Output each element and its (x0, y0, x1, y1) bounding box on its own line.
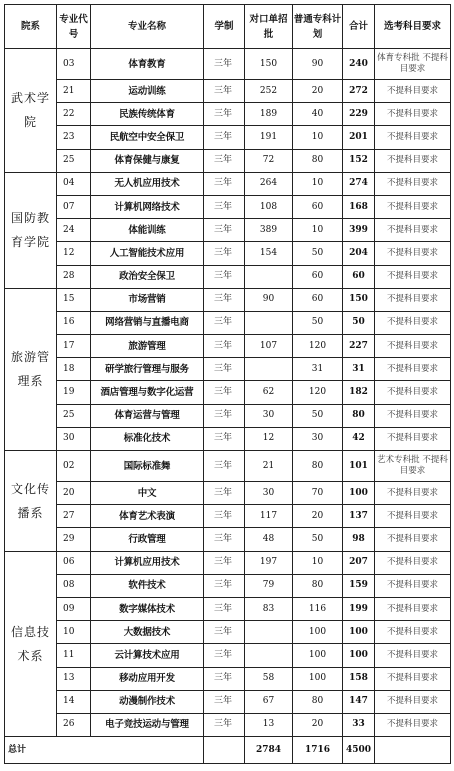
subject-requirement: 不提科目要求 (375, 713, 451, 736)
study-years: 三年 (204, 505, 245, 528)
total-count: 182 (343, 381, 375, 404)
study-years: 三年 (204, 288, 245, 311)
study-years: 三年 (204, 242, 245, 265)
header-general: 普通专科计划 (293, 5, 343, 49)
subject-requirement: 不提科目要求 (375, 597, 451, 620)
subject-requirement: 不提科目要求 (375, 358, 451, 381)
total-count: 204 (343, 242, 375, 265)
total-count: 229 (343, 103, 375, 126)
total-count: 159 (343, 574, 375, 597)
header-single: 对口单招批 (245, 5, 293, 49)
header-total: 合计 (343, 5, 375, 49)
major-name: 研学旅行管理与服务 (91, 358, 204, 381)
total-count: 50 (343, 311, 375, 334)
table-row (5, 574, 451, 597)
single-enrollment-count (245, 358, 293, 381)
major-name: 数字媒体技术 (91, 597, 204, 620)
table-row (5, 103, 451, 126)
single-enrollment-count: 30 (245, 482, 293, 505)
single-enrollment-count (245, 311, 293, 334)
single-enrollment-count: 108 (245, 195, 293, 218)
major-code: 14 (57, 690, 91, 713)
summary-single-total: 2784 (245, 737, 293, 764)
subject-requirement: 不提科目要求 (375, 621, 451, 644)
subject-requirement: 不提科目要求 (375, 195, 451, 218)
general-plan-count: 10 (293, 219, 343, 242)
table-row (5, 505, 451, 528)
study-years: 三年 (204, 528, 245, 551)
subject-requirement: 体育专科批 不提科目要求 (375, 49, 451, 80)
summary-empty-requirement (375, 737, 451, 764)
general-plan-count: 50 (293, 242, 343, 265)
study-years: 三年 (204, 311, 245, 334)
study-years: 三年 (204, 404, 245, 427)
major-name: 民族传统体育 (91, 103, 204, 126)
summary-label: 总计 (5, 737, 204, 764)
subject-requirement: 不提科目要求 (375, 505, 451, 528)
subject-requirement: 不提科目要求 (375, 381, 451, 404)
single-enrollment-count: 48 (245, 528, 293, 551)
major-code: 25 (57, 404, 91, 427)
study-years: 三年 (204, 126, 245, 149)
single-enrollment-count: 189 (245, 103, 293, 126)
study-years: 三年 (204, 265, 245, 288)
general-plan-count: 60 (293, 288, 343, 311)
table-row (5, 690, 451, 713)
major-code: 09 (57, 597, 91, 620)
general-plan-count: 50 (293, 404, 343, 427)
subject-requirement: 不提科目要求 (375, 528, 451, 551)
major-code: 21 (57, 80, 91, 103)
major-name: 市场营销 (91, 288, 204, 311)
single-enrollment-count: 62 (245, 381, 293, 404)
general-plan-count: 80 (293, 149, 343, 172)
major-code: 03 (57, 49, 91, 80)
major-name: 行政管理 (91, 528, 204, 551)
summary-row (5, 737, 451, 764)
subject-requirement: 不提科目要求 (375, 242, 451, 265)
single-enrollment-count: 264 (245, 172, 293, 195)
single-enrollment-count: 252 (245, 80, 293, 103)
total-count: 137 (343, 505, 375, 528)
total-count: 272 (343, 80, 375, 103)
total-count: 101 (343, 451, 375, 482)
subject-requirement: 不提科目要求 (375, 482, 451, 505)
total-count: 158 (343, 667, 375, 690)
major-code: 26 (57, 713, 91, 736)
major-code: 18 (57, 358, 91, 381)
table-row (5, 149, 451, 172)
single-enrollment-count: 67 (245, 690, 293, 713)
table-row (5, 713, 451, 736)
single-enrollment-count: 30 (245, 404, 293, 427)
single-enrollment-count: 90 (245, 288, 293, 311)
header-code: 专业代号 (57, 5, 91, 49)
major-name: 酒店管理与数字化运营 (91, 381, 204, 404)
table-row (5, 49, 451, 80)
major-name: 软件技术 (91, 574, 204, 597)
study-years: 三年 (204, 690, 245, 713)
general-plan-count: 10 (293, 551, 343, 574)
subject-requirement: 不提科目要求 (375, 311, 451, 334)
general-plan-count: 100 (293, 644, 343, 667)
table-row (5, 358, 451, 381)
total-count: 33 (343, 713, 375, 736)
study-years: 三年 (204, 644, 245, 667)
subject-requirement: 不提科目要求 (375, 80, 451, 103)
single-enrollment-count: 79 (245, 574, 293, 597)
major-code: 17 (57, 335, 91, 358)
general-plan-count: 20 (293, 80, 343, 103)
study-years: 三年 (204, 621, 245, 644)
total-count: 98 (343, 528, 375, 551)
table-row (5, 381, 451, 404)
table-row (5, 172, 451, 195)
major-code: 02 (57, 451, 91, 482)
major-name: 动漫制作技术 (91, 690, 204, 713)
study-years: 三年 (204, 574, 245, 597)
major-code: 29 (57, 528, 91, 551)
general-plan-count: 100 (293, 667, 343, 690)
total-count: 201 (343, 126, 375, 149)
single-enrollment-count: 150 (245, 49, 293, 80)
major-code: 27 (57, 505, 91, 528)
table-row (5, 219, 451, 242)
major-code: 15 (57, 288, 91, 311)
subject-requirement: 不提科目要求 (375, 172, 451, 195)
table-row (5, 288, 451, 311)
summary-empty-years (204, 737, 245, 764)
study-years: 三年 (204, 451, 245, 482)
major-name: 云计算技术应用 (91, 644, 204, 667)
subject-requirement: 不提科目要求 (375, 667, 451, 690)
study-years: 三年 (204, 149, 245, 172)
department-name: 武术学院 (5, 49, 57, 173)
major-name: 政治安全保卫 (91, 265, 204, 288)
study-years: 三年 (204, 427, 245, 450)
major-code: 24 (57, 219, 91, 242)
major-code: 06 (57, 551, 91, 574)
major-code: 30 (57, 427, 91, 450)
table-row (5, 667, 451, 690)
major-name: 移动应用开发 (91, 667, 204, 690)
general-plan-count: 50 (293, 311, 343, 334)
study-years: 三年 (204, 219, 245, 242)
major-name: 体能训练 (91, 219, 204, 242)
total-count: 399 (343, 219, 375, 242)
single-enrollment-count: 389 (245, 219, 293, 242)
department-name: 信息技术系 (5, 551, 57, 737)
subject-requirement: 不提科目要求 (375, 288, 451, 311)
study-years: 三年 (204, 482, 245, 505)
table-row (5, 265, 451, 288)
general-plan-count: 20 (293, 713, 343, 736)
major-name: 计算机应用技术 (91, 551, 204, 574)
subject-requirement: 不提科目要求 (375, 427, 451, 450)
study-years: 三年 (204, 103, 245, 126)
single-enrollment-count (245, 621, 293, 644)
major-code: 22 (57, 103, 91, 126)
total-count: 100 (343, 621, 375, 644)
total-count: 80 (343, 404, 375, 427)
major-code: 12 (57, 242, 91, 265)
total-count: 42 (343, 427, 375, 450)
study-years: 三年 (204, 195, 245, 218)
study-years: 三年 (204, 381, 245, 404)
major-code: 10 (57, 621, 91, 644)
general-plan-count: 70 (293, 482, 343, 505)
general-plan-count: 50 (293, 528, 343, 551)
single-enrollment-count (245, 265, 293, 288)
major-name: 标准化技术 (91, 427, 204, 450)
major-name: 体育教育 (91, 49, 204, 80)
subject-requirement: 不提科目要求 (375, 126, 451, 149)
subject-requirement: 不提科目要求 (375, 690, 451, 713)
enrollment-plan-table (4, 4, 451, 764)
major-code: 20 (57, 482, 91, 505)
study-years: 三年 (204, 80, 245, 103)
major-name: 旅游管理 (91, 335, 204, 358)
major-code: 11 (57, 644, 91, 667)
subject-requirement: 不提科目要求 (375, 265, 451, 288)
table-row (5, 195, 451, 218)
table-row (5, 451, 451, 482)
study-years: 三年 (204, 172, 245, 195)
major-code: 25 (57, 149, 91, 172)
table-row (5, 597, 451, 620)
general-plan-count: 60 (293, 195, 343, 218)
total-count: 100 (343, 644, 375, 667)
total-count: 60 (343, 265, 375, 288)
total-count: 227 (343, 335, 375, 358)
enrollment-plan-sheet (4, 4, 450, 764)
summary-grand-total: 4500 (343, 737, 375, 764)
header-dept: 院系 (5, 5, 57, 49)
major-code: 19 (57, 381, 91, 404)
study-years: 三年 (204, 358, 245, 381)
study-years: 三年 (204, 713, 245, 736)
table-row (5, 80, 451, 103)
total-count: 147 (343, 690, 375, 713)
total-count: 240 (343, 49, 375, 80)
study-years: 三年 (204, 597, 245, 620)
subject-requirement: 不提科目要求 (375, 551, 451, 574)
subject-requirement: 不提科目要求 (375, 574, 451, 597)
department-name: 国防教育学院 (5, 172, 57, 288)
major-name: 人工智能技术应用 (91, 242, 204, 265)
major-name: 无人机应用技术 (91, 172, 204, 195)
single-enrollment-count: 191 (245, 126, 293, 149)
major-name: 民航空中安全保卫 (91, 126, 204, 149)
total-count: 150 (343, 288, 375, 311)
table-row (5, 427, 451, 450)
table-row (5, 482, 451, 505)
major-name: 体育保健与康复 (91, 149, 204, 172)
total-count: 199 (343, 597, 375, 620)
general-plan-count: 10 (293, 172, 343, 195)
table-body (5, 49, 451, 764)
major-name: 中文 (91, 482, 204, 505)
single-enrollment-count: 197 (245, 551, 293, 574)
general-plan-count: 80 (293, 451, 343, 482)
header-requirement: 选考科目要求 (375, 5, 451, 49)
major-code: 28 (57, 265, 91, 288)
header-row (5, 5, 451, 49)
subject-requirement: 不提科目要求 (375, 335, 451, 358)
general-plan-count: 60 (293, 265, 343, 288)
department-name: 旅游管理系 (5, 288, 57, 450)
single-enrollment-count: 107 (245, 335, 293, 358)
major-code: 16 (57, 311, 91, 334)
table-row (5, 528, 451, 551)
general-plan-count: 10 (293, 126, 343, 149)
major-name: 体育运营与管理 (91, 404, 204, 427)
single-enrollment-count: 13 (245, 713, 293, 736)
general-plan-count: 20 (293, 505, 343, 528)
general-plan-count: 31 (293, 358, 343, 381)
subject-requirement: 不提科目要求 (375, 149, 451, 172)
table-row (5, 621, 451, 644)
major-name: 计算机网络技术 (91, 195, 204, 218)
major-name: 网络营销与直播电商 (91, 311, 204, 334)
major-name: 大数据技术 (91, 621, 204, 644)
major-code: 07 (57, 195, 91, 218)
major-name: 电子竞技运动与管理 (91, 713, 204, 736)
subject-requirement: 艺术专科批 不提科目要求 (375, 451, 451, 482)
single-enrollment-count: 83 (245, 597, 293, 620)
major-code: 08 (57, 574, 91, 597)
general-plan-count: 120 (293, 381, 343, 404)
major-code: 04 (57, 172, 91, 195)
table-row (5, 644, 451, 667)
total-count: 168 (343, 195, 375, 218)
study-years: 三年 (204, 49, 245, 80)
single-enrollment-count: 21 (245, 451, 293, 482)
single-enrollment-count: 72 (245, 149, 293, 172)
single-enrollment-count: 154 (245, 242, 293, 265)
total-count: 31 (343, 358, 375, 381)
general-plan-count: 120 (293, 335, 343, 358)
total-count: 274 (343, 172, 375, 195)
table-row (5, 126, 451, 149)
header-years: 学制 (204, 5, 245, 49)
subject-requirement: 不提科目要求 (375, 103, 451, 126)
subject-requirement: 不提科目要求 (375, 404, 451, 427)
study-years: 三年 (204, 335, 245, 358)
major-code: 23 (57, 126, 91, 149)
total-count: 152 (343, 149, 375, 172)
table-row (5, 404, 451, 427)
subject-requirement: 不提科目要求 (375, 219, 451, 242)
major-name: 运动训练 (91, 80, 204, 103)
total-count: 100 (343, 482, 375, 505)
general-plan-count: 90 (293, 49, 343, 80)
study-years: 三年 (204, 551, 245, 574)
general-plan-count: 116 (293, 597, 343, 620)
table-row (5, 311, 451, 334)
single-enrollment-count (245, 644, 293, 667)
general-plan-count: 30 (293, 427, 343, 450)
department-name: 文化传播系 (5, 451, 57, 552)
general-plan-count: 40 (293, 103, 343, 126)
single-enrollment-count: 12 (245, 427, 293, 450)
major-code: 13 (57, 667, 91, 690)
major-name: 国际标准舞 (91, 451, 204, 482)
general-plan-count: 80 (293, 690, 343, 713)
table-row (5, 335, 451, 358)
subject-requirement: 不提科目要求 (375, 644, 451, 667)
major-name: 体育艺术表演 (91, 505, 204, 528)
general-plan-count: 100 (293, 621, 343, 644)
table-row (5, 242, 451, 265)
single-enrollment-count: 58 (245, 667, 293, 690)
header-major: 专业名称 (91, 5, 204, 49)
table-row (5, 551, 451, 574)
single-enrollment-count: 117 (245, 505, 293, 528)
general-plan-count: 80 (293, 574, 343, 597)
total-count: 207 (343, 551, 375, 574)
study-years: 三年 (204, 667, 245, 690)
summary-general-total: 1716 (293, 737, 343, 764)
